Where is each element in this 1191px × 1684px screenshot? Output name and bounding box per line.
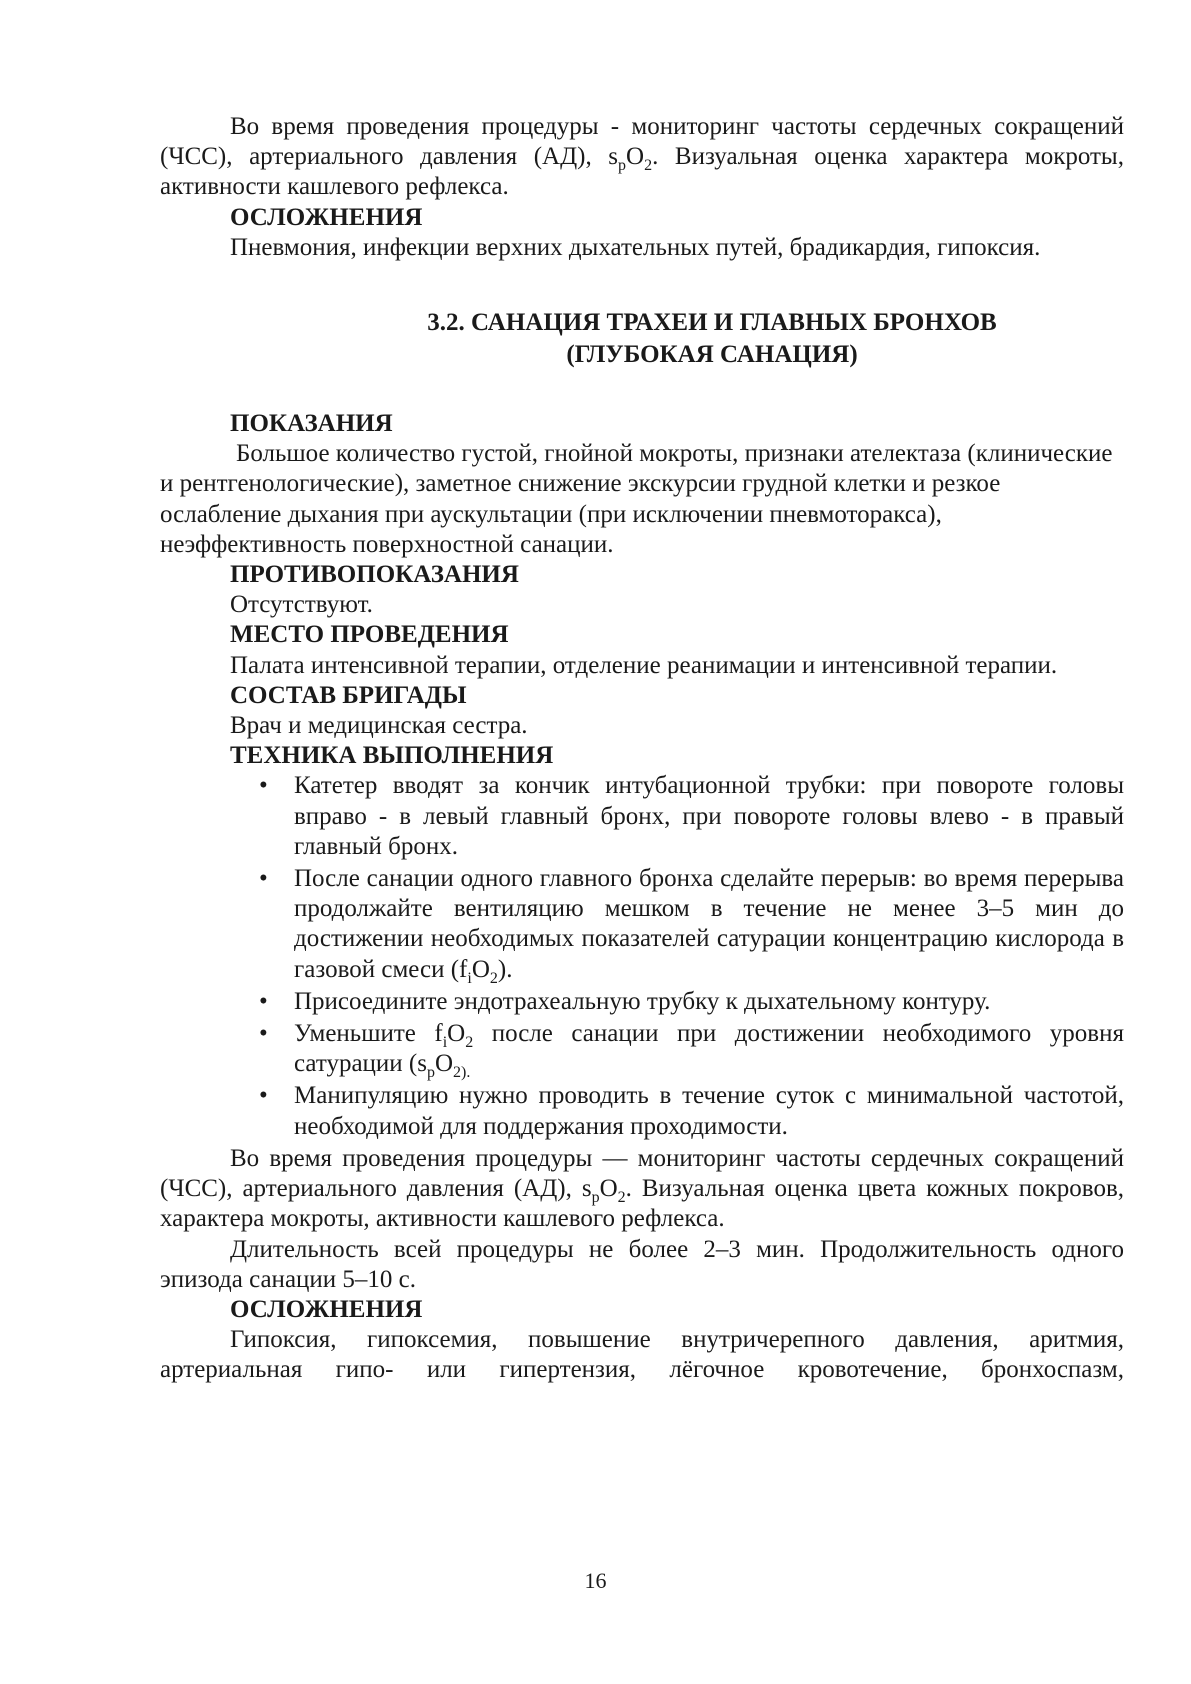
bullet-icon: •: [259, 772, 268, 800]
text-run: Большое количество густой, гнойной мокроты, признаки ателектаза (клинические и рентгенологические), заметное снижение экскурсии грудной клетки и резкое ослабление дыхания при аускультации (при исключении пневмоторакса), неэффективность поверхностной санации.: [160, 440, 1113, 558]
subscript: 2).: [453, 1064, 471, 1082]
text-run: Катетер вводят за кончик интубационной трубки: при повороте головы вправо - в левый главный бронх, при повороте головы влево - в правый главный бронх.: [294, 772, 1124, 860]
technique-heading: ТЕХНИКА ВЫПОЛНЕНИЯ: [230, 742, 554, 770]
subscript: p: [618, 157, 627, 175]
complications-heading: ОСЛОЖНЕНИЯ: [230, 203, 423, 231]
list-item: [259, 987, 1124, 1017]
subscript: 2: [465, 1034, 474, 1052]
technique-list: [160, 771, 1124, 1141]
text-run: O: [434, 1050, 454, 1078]
bullet-icon: •: [259, 1082, 268, 1110]
text-run: ).: [497, 955, 513, 983]
text-run: Присоедините эндотрахеальную трубку к дыхательному контуру.: [294, 987, 991, 1015]
subscript: i: [442, 1034, 448, 1052]
contraindications-heading: ПРОТИВОПОКАЗАНИЯ: [230, 561, 519, 589]
list-item: [259, 864, 1124, 987]
section-title-line1: 3.2. САНАЦИЯ ТРАХЕИ И ГЛАВНЫХ БРОНХОВ: [427, 309, 997, 337]
monitoring-paragraph: [160, 1144, 1124, 1235]
place-text: Палата интенсивной терапии, отделение реанимации и интенсивной терапии.: [230, 651, 1058, 679]
list-item: [259, 1019, 1124, 1082]
text-run: . Визуальная оценка характера мокроты, активности кашлевого рефлекса.: [160, 143, 1124, 201]
text-run: O: [599, 1175, 618, 1203]
text-run: O: [626, 143, 645, 171]
team-text: Врач и медицинская сестра.: [230, 712, 528, 740]
page-number: 16: [584, 1568, 607, 1593]
subscript: p: [591, 1189, 600, 1207]
list-item: [259, 771, 1124, 862]
subscript: 2: [617, 1189, 626, 1207]
indications-heading: ПОКАЗАНИЯ: [230, 410, 393, 438]
subscript: 2: [489, 969, 498, 987]
bullet-icon: •: [259, 1020, 268, 1048]
text-run: Во время проведения процедуры - мониторинг частоты сердечных сокращений (ЧСС), артериального давления (АД), s: [160, 113, 1124, 171]
document-page: [160, 112, 1124, 1386]
spacer: [160, 371, 1124, 409]
text-run: Манипуляцию нужно проводить в течение суток с минимальной частотой, необходимой для поддержания проходимости.: [294, 1082, 1124, 1140]
list-item: [259, 1081, 1124, 1141]
section-title: [160, 307, 1124, 371]
subscript: i: [467, 969, 472, 987]
indications-text: [160, 439, 1124, 560]
contraindications-text: Отсутствуют.: [230, 591, 373, 619]
duration-paragraph: Длительность всей процедуры не более 2–3 мин. Продолжительность одного эпизода санации 5–10 с.: [160, 1235, 1124, 1293]
monitoring-paragraph-top: [160, 112, 1124, 203]
text-run: . Визуальная оценка цвета кожных покровов, характера мокроты, активности кашлевого рефлекса.: [160, 1175, 1124, 1233]
complications-text: Пневмония, инфекции верхних дыхательных путей, брадикардия, гипоксия.: [230, 233, 1041, 261]
team-heading: СОСТАВ БРИГАДЫ: [230, 681, 467, 709]
subscript: 2: [644, 157, 653, 175]
section-title-line2: (ГЛУБОКАЯ САНАЦИЯ): [566, 341, 858, 369]
text-run: После санации одного главного бронха сделайте перерыв: во время перерыва продолжайте вентиляцию мешком в течение не менее 3–5 мин до достижении необходимых показателей сатурации концентрацию кислорода в газовой смеси (f: [294, 865, 1124, 983]
text-run: Уменьшите f: [294, 1020, 443, 1048]
bullet-icon: •: [259, 865, 268, 893]
text-run: Во время проведения процедуры — мониторинг частоты сердечных сокращений (ЧСС), артериального давления (АД), s: [160, 1144, 1124, 1203]
text-run: после санации при достижении необходимого уровня сатурации (s: [294, 1020, 1124, 1078]
text-run: O: [471, 955, 490, 983]
place-heading: МЕСТО ПРОВЕДЕНИЯ: [230, 621, 509, 649]
complications2-text: Гипоксия, гипоксемия, повышение внутричерепного давления, аритмия, артериальная гипо- или гипертензия, лёгочное кровотечение, бронхоспазм,: [160, 1326, 1124, 1384]
subscript: p: [426, 1064, 435, 1082]
complications2-heading: ОСЛОЖНЕНИЯ: [230, 1295, 423, 1323]
bullet-icon: •: [259, 987, 268, 1015]
text-run: O: [447, 1020, 466, 1048]
